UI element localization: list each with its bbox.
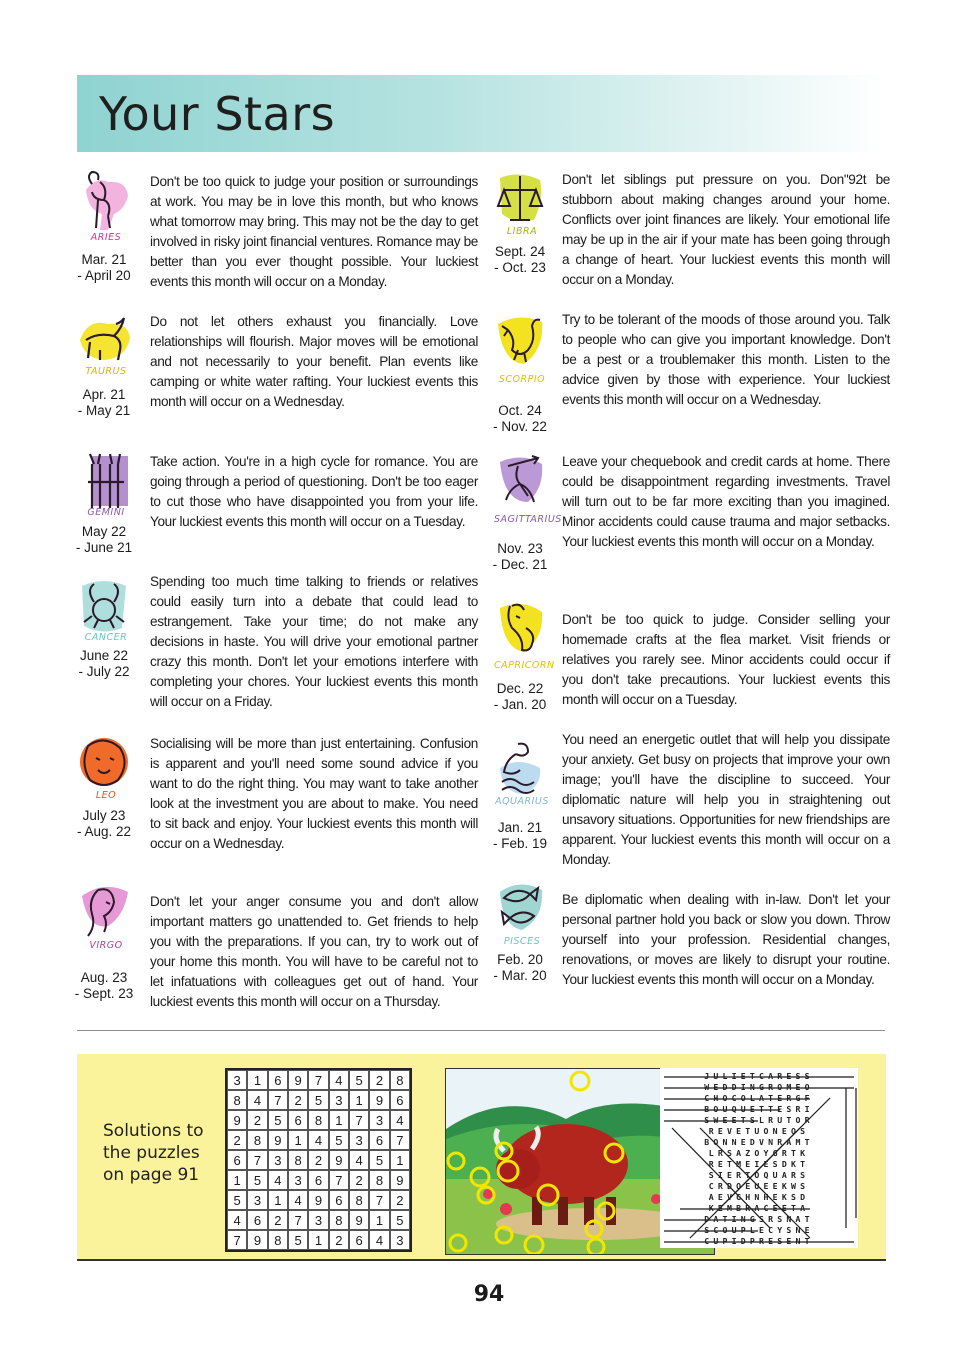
sign-dates: Apr. 21 - May 21 (77, 387, 131, 418)
gemini-twins-icon (78, 450, 130, 512)
word-search-row: SCOUPLECYSNE (704, 1225, 814, 1235)
sudoku-cell: 1 (268, 1190, 288, 1210)
horoscope-text: Spending too much time talking to friends or relatives could easily turn into a debate that could lead to estrangement. Take your time; do not make any decisions in haste. You will drive your emotional partner crazy this month. Don't let your emotions interfere with completing your chores. Your luckiest events this month will occur on a Friday. (150, 574, 478, 709)
sign-name: GEMINI (87, 507, 125, 518)
horoscope-text: You need an energetic outlet that will help you dissipate your anxiety. Get busy on projects that improve your own image; you'll have the discipline to succeed. Your diplomatic nature will help you in straightening out unsavory situations. Opportunities for new friendships are apparent. Your luckiest events this month will occur on a Monday. (562, 732, 890, 867)
sudoku-cell: 3 (227, 1070, 247, 1090)
sign-dates: Dec. 22 - Jan. 20 (493, 681, 547, 712)
sudoku-cell: 5 (247, 1170, 267, 1190)
sudoku-cell: 7 (288, 1210, 308, 1230)
sudoku-cell: 4 (329, 1070, 349, 1090)
scorpio-scorpion-icon (494, 310, 546, 372)
sign-name: SCORPIO (498, 374, 546, 385)
sudoku-cell: 6 (268, 1070, 288, 1090)
sudoku-cell: 3 (308, 1210, 328, 1230)
sign-dates: Oct. 24 - Nov. 22 (493, 403, 547, 434)
sign-name: ARIES (90, 232, 122, 243)
sudoku-cell: 3 (349, 1130, 369, 1150)
sudoku-cell: 8 (308, 1110, 328, 1130)
sudoku-cell: 8 (369, 1170, 389, 1190)
sudoku-cell: 3 (369, 1110, 389, 1130)
sudoku-cell: 6 (288, 1110, 308, 1130)
horoscope-text: Be diplomatic when dealing with in-law. Don't let your personal partner hold you back or slow you down. Throw yourself into your profession. Residential changes, renovations, or moves are likely to disrupt your routine. Your luckiest events this month will occur on a Monday. (562, 892, 890, 987)
sudoku-cell: 2 (227, 1130, 247, 1150)
solutions-label: Solutions to the puzzles on page 91 (103, 1121, 204, 1185)
sudoku-cell: 8 (268, 1230, 288, 1250)
horoscope-text: Don't let siblings put pressure on you. Don"92t be stubborn about making changes around your home. Conflicts over joint finances are likely. Your emotional life may be up in the air if your mate has been going through a change of heart. Your luckiest events this month will occur on a Monday. (562, 172, 890, 287)
sudoku-cell: 1 (288, 1130, 308, 1150)
word-search-solution-grid (660, 1068, 858, 1248)
sudoku-cell: 8 (288, 1150, 308, 1170)
sudoku-cell: 7 (268, 1090, 288, 1110)
sudoku-cell: 5 (369, 1150, 389, 1170)
sign-dates: June 22 - July 22 (78, 648, 130, 679)
aries-ram-icon (78, 170, 130, 232)
word-search-row: REVETUONEOS (708, 1126, 810, 1136)
word-search-row: BONNEDVNRAMT (704, 1137, 814, 1147)
horoscope-text: Take action. You're in a high cycle for romance. You are going through a period of questioning. Don't be too eager to cut those who have disappointed you from your life. Your luckiest events this month will occur on a Tuesday. (150, 454, 478, 529)
sudoku-cell: 4 (390, 1110, 410, 1130)
sudoku-cell: 8 (247, 1130, 267, 1150)
sudoku-cell: 6 (308, 1170, 328, 1190)
sudoku-cell: 5 (329, 1130, 349, 1150)
sudoku-cell: 3 (268, 1150, 288, 1170)
sudoku-cell: 3 (329, 1090, 349, 1110)
sudoku-cell: 2 (349, 1170, 369, 1190)
word-search-row: JULIETCARESS (704, 1071, 814, 1081)
sudoku-cell: 9 (329, 1150, 349, 1170)
sudoku-cell: 7 (329, 1170, 349, 1190)
sudoku-cell: 7 (349, 1110, 369, 1130)
sudoku-cell: 6 (227, 1150, 247, 1170)
sudoku-cell: 9 (390, 1170, 410, 1190)
sudoku-cell: 4 (268, 1170, 288, 1190)
sudoku-cell: 9 (308, 1190, 328, 1210)
sudoku-cell: 1 (390, 1150, 410, 1170)
page-number: 94 (473, 1282, 505, 1307)
sudoku-cell: 5 (390, 1210, 410, 1230)
sudoku-cell: 7 (308, 1070, 328, 1090)
word-search-row: CHOCOLATERGF (704, 1093, 814, 1103)
sudoku-cell: 7 (369, 1190, 389, 1210)
word-search-row: CUPIDPRESENT (704, 1236, 814, 1246)
sudoku-cell: 9 (369, 1090, 389, 1110)
sudoku-cell: 2 (369, 1070, 389, 1090)
sign-name: SAGITTARIUS (494, 514, 562, 525)
sudoku-cell: 3 (390, 1230, 410, 1250)
sign-dates: Aug. 23 - Sept. 23 (74, 970, 134, 1001)
sudoku-cell: 1 (227, 1170, 247, 1190)
sign-name: AQUARIUS (495, 796, 549, 807)
sudoku-cell: 1 (369, 1210, 389, 1230)
divider (77, 1030, 885, 1031)
sudoku-cell: 9 (227, 1110, 247, 1130)
sudoku-cell: 5 (268, 1110, 288, 1130)
sudoku-cell: 9 (349, 1210, 369, 1230)
sudoku-cell: 5 (288, 1230, 308, 1250)
sudoku-cell: 4 (349, 1150, 369, 1170)
word-search-row: CRDOEUEEKWS (708, 1181, 810, 1191)
sudoku-cell: 5 (349, 1070, 369, 1090)
sudoku-solution-grid (225, 1068, 412, 1252)
sudoku-cell: 2 (288, 1090, 308, 1110)
sudoku-cell: 6 (390, 1090, 410, 1110)
sudoku-cell: 1 (247, 1070, 267, 1090)
sudoku-cell: 6 (329, 1190, 349, 1210)
sign-dates: Jan. 21 - Feb. 19 (492, 820, 548, 851)
sign-name: CAPRICORN (494, 660, 555, 671)
sign-dates: Nov. 23 - Dec. 21 (492, 541, 548, 572)
sudoku-cell: 2 (247, 1110, 267, 1130)
page-header (77, 75, 885, 152)
pisces-fish-icon (494, 878, 546, 940)
sudoku-cell: 8 (329, 1210, 349, 1230)
sign-dates: Mar. 21 - April 20 (77, 252, 131, 283)
sudoku-cell: 5 (227, 1190, 247, 1210)
sudoku-cell: 4 (247, 1090, 267, 1110)
sudoku-cell: 3 (247, 1190, 267, 1210)
sudoku-cell: 9 (268, 1130, 288, 1150)
horoscope-text: Don't be too quick to judge your position or surroundings at work. You may be in love this month, but who knows what tomorrow may bring. This may not be the day to get involved in risky joint financial ventures. Romance may be better than you ever thought possible. Your luckiest events this month will occur on a Monday. (150, 174, 479, 289)
word-search-row: LRSAZOYGRTK (708, 1148, 810, 1158)
horoscope-text: Socialising will be more than just entertaining. Confusion is apparent and you'll need some sound advice if you want to do the right thing. You may want to take another look at the investment you are about to make. You need to sit back and enjoy. Your luckiest events this month will occur on a Wednesday. (150, 736, 478, 851)
sign-name: CANCER (84, 632, 128, 643)
aquarius-water-bearer-icon (494, 738, 546, 800)
horoscope-text: Do not let others exhaust you financially. Love relationships will flourish. Major moves will be emotional and not necessarily to your benefit. Plan events like camping or white water rafting. Your luckiest events this month will occur on a Wednesday. (150, 314, 478, 409)
horoscope-text: Don't let your anger consume you and don't allow important matters go unattended to. Get friends to help you with the preparations. If you can, try to work out of your home this month. You will have to be careful not to let infatuations with colleagues get out of hand. Your luckiest events this month will occur on a Thursday. (150, 894, 478, 1009)
solutions-panel (77, 1054, 886, 1261)
horoscope-text: Try to be tolerant of the moods of those around you. Talk to people who can give you important knowledge. Don't be a pest or a troublemaker this month. Listen to the advice given by those with experience. Your luckiest events this month will occur on a Wednesday. (562, 312, 890, 407)
sudoku-cell: 2 (268, 1210, 288, 1230)
sign-dates: May 22 - June 21 (75, 524, 133, 555)
word-search-row: SIERTOQUARS (708, 1170, 810, 1180)
sudoku-cell: 6 (247, 1210, 267, 1230)
sudoku-cell: 9 (288, 1070, 308, 1090)
sudoku-cell: 2 (329, 1230, 349, 1250)
sign-dates: Sept. 24 - Oct. 23 (494, 244, 546, 275)
word-search-row: DATINGSRSNAT (704, 1214, 814, 1224)
sign-name: VIRGO (89, 940, 123, 951)
sign-dates: Feb. 20 - Mar. 20 (493, 952, 547, 983)
sign-name: LIBRA (506, 226, 538, 237)
cancer-crab-icon (78, 576, 130, 638)
sudoku-cell: 8 (390, 1070, 410, 1090)
libra-scales-icon (494, 170, 546, 232)
word-search-row: BOUQUETTESRI (704, 1104, 814, 1114)
sudoku-cell: 5 (308, 1090, 328, 1110)
sudoku-cell: 4 (288, 1190, 308, 1210)
sudoku-cell: 1 (308, 1230, 328, 1250)
word-search-row: KEMBRACEETA (708, 1203, 810, 1213)
horoscope-text: Don't be too quick to judge. Consider selling your homemade crafts at the flea market. Visit friends or relatives you rarely see. Minor accidents could occur if you don't take precautions. Your luckiest events this month will occur on a Tuesday. (562, 612, 890, 707)
sudoku-cell: 4 (227, 1210, 247, 1230)
capricorn-goat-icon (494, 598, 546, 660)
sagittarius-archer-icon (494, 452, 546, 514)
sudoku-cell: 2 (390, 1190, 410, 1210)
virgo-maiden-icon (78, 880, 130, 942)
sudoku-cell: 7 (247, 1150, 267, 1170)
word-search-row: SWEETSLRUTOR (704, 1115, 814, 1125)
sudoku-cell: 4 (369, 1230, 389, 1250)
word-search-row: AEVGHNHEKSD (708, 1192, 810, 1202)
sudoku-cell: 7 (227, 1230, 247, 1250)
sudoku-cell: 3 (288, 1170, 308, 1190)
taurus-bull-icon (78, 310, 130, 372)
word-search-row: RETMEIESDKT (708, 1159, 810, 1169)
sign-name: LEO (95, 790, 117, 801)
word-search-row: WEDDINGROMEO (704, 1082, 814, 1092)
sudoku-cell: 1 (349, 1090, 369, 1110)
sign-name: TAURUS (85, 366, 127, 377)
sudoku-cell: 1 (329, 1110, 349, 1130)
sudoku-cell: 6 (349, 1230, 369, 1250)
sudoku-cell: 2 (308, 1150, 328, 1170)
sign-name: PISCES (503, 936, 541, 947)
sudoku-cell: 6 (369, 1130, 389, 1150)
sudoku-cell: 8 (349, 1190, 369, 1210)
leo-lion-icon (78, 734, 130, 796)
sudoku-cell: 7 (390, 1130, 410, 1150)
horoscope-text: Leave your chequebook and credit cards at home. There could be disappointment regarding investments. Travel will turn out to be far more exciting than you imagined. Minor accidents could cause trauma and major setbacks. Your luckiest events this month will occur on a Monday. (562, 454, 890, 549)
sign-dates: July 23 - Aug. 22 (76, 808, 132, 839)
sudoku-cell: 9 (247, 1230, 267, 1250)
sudoku-cell: 8 (227, 1090, 247, 1110)
sudoku-cell: 4 (308, 1130, 328, 1150)
page-title: Your Stars (99, 87, 336, 141)
